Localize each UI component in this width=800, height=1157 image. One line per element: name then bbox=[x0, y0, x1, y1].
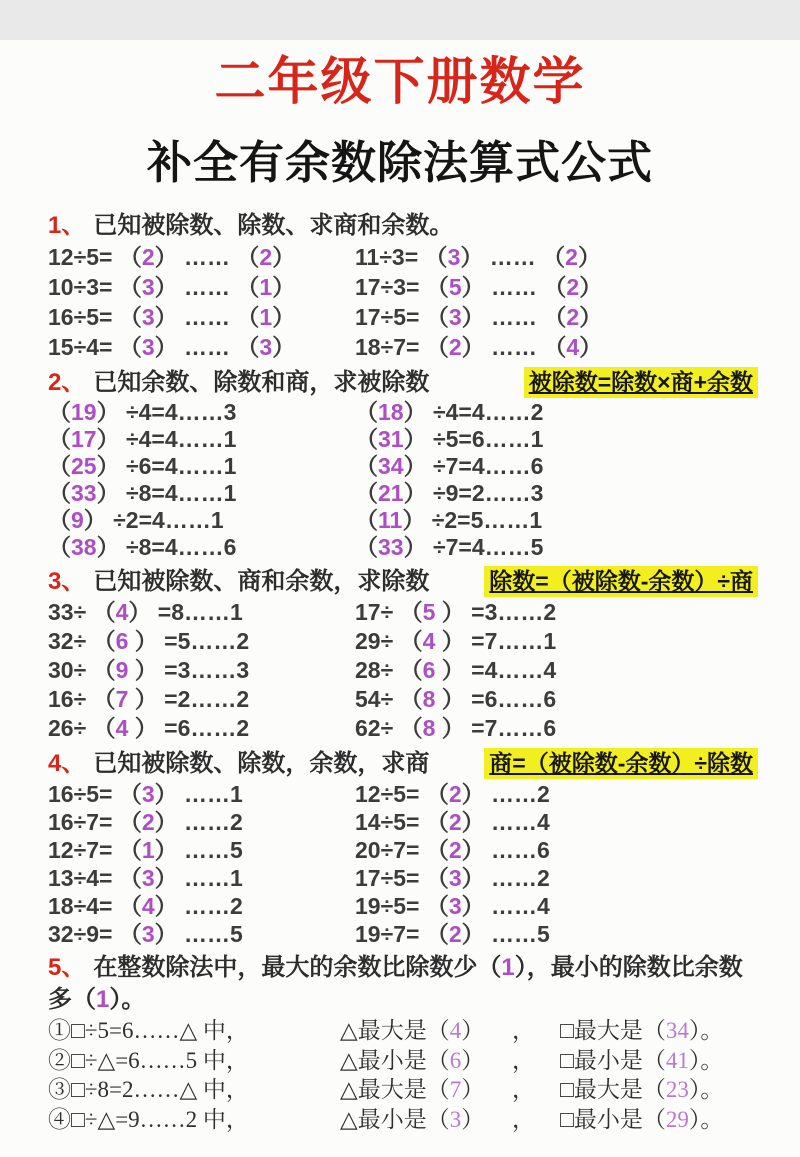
remainder-answer: 1 bbox=[259, 304, 273, 330]
divisor-answer: 6 bbox=[422, 657, 436, 683]
triangle-label: △最大是（ bbox=[340, 1018, 450, 1043]
equation-left bbox=[48, 242, 355, 272]
equation-text: （ bbox=[48, 534, 71, 560]
equation-text: ） =4……4 bbox=[435, 657, 557, 683]
equation-text: 32÷ （ bbox=[48, 628, 116, 654]
square-label: □最小是（ bbox=[560, 1106, 666, 1132]
equation-text: 30÷ （ bbox=[48, 657, 116, 683]
triangle-label: △最大是（ bbox=[340, 1077, 450, 1102]
equation-row bbox=[48, 242, 758, 272]
equation-text: ） …… （ bbox=[154, 334, 260, 360]
comma-separator: ， bbox=[512, 1047, 535, 1073]
triangle-answer-part bbox=[340, 1046, 512, 1076]
equation-text: ） ÷7=4……6 bbox=[403, 453, 544, 479]
square-label: □最大是（ bbox=[560, 1077, 666, 1102]
page-title-grade: 二年级下册数学 bbox=[214, 53, 586, 110]
triangle-answer: 7 bbox=[449, 1077, 462, 1102]
quotient-answer: 3 bbox=[141, 304, 155, 330]
equation-text: ） …… （ bbox=[154, 274, 260, 300]
equation-left bbox=[48, 836, 355, 864]
equation-text: ） …… （ bbox=[461, 334, 567, 360]
square-label: □最小是（ bbox=[560, 1047, 666, 1073]
dividend-answer: 17 bbox=[71, 426, 97, 452]
equation-right bbox=[355, 272, 758, 302]
equation-left bbox=[48, 399, 355, 426]
square-label: □最大是（ bbox=[560, 1018, 666, 1043]
section-1-rows bbox=[48, 242, 758, 362]
fill-in-row bbox=[48, 1016, 758, 1046]
equation-text: ） ……6 bbox=[461, 837, 550, 863]
square-close: ）。 bbox=[688, 1106, 724, 1132]
equation-text: （ bbox=[48, 399, 71, 425]
equation-text: ） ……2 bbox=[461, 865, 550, 891]
square-answer: 34 bbox=[665, 1018, 689, 1043]
equation-text: 10÷3= （ bbox=[48, 274, 142, 300]
equation-text: 16÷7= （ bbox=[48, 809, 142, 835]
dividend-answer: 18 bbox=[378, 399, 404, 425]
equation-text: 16÷5= （ bbox=[48, 781, 142, 807]
remainder-answer: 1 bbox=[259, 274, 273, 300]
remainder-answer: 2 bbox=[566, 274, 580, 300]
quotient-answer: 3 bbox=[141, 865, 155, 891]
equation-row bbox=[48, 426, 758, 453]
equation-right bbox=[355, 627, 758, 656]
equation-text: ） =3……3 bbox=[128, 657, 250, 683]
equation-right bbox=[355, 714, 758, 743]
quotient-answer: 3 bbox=[141, 274, 155, 300]
comma-separator: ， bbox=[512, 1018, 535, 1043]
section-1 bbox=[48, 209, 758, 362]
equation-text: ） …… （ bbox=[461, 304, 567, 330]
equation-text: 13÷4= （ bbox=[48, 865, 142, 891]
equation-text: 28÷ （ bbox=[355, 657, 423, 683]
equation-text: （ bbox=[355, 453, 378, 479]
equation-text: ） =7……1 bbox=[435, 628, 557, 654]
equation-row bbox=[48, 627, 758, 656]
square-close: ）。 bbox=[688, 1077, 724, 1102]
worksheet-content bbox=[0, 191, 800, 1134]
triangle-answer: 4 bbox=[449, 1018, 462, 1043]
equation-text: ） =7……6 bbox=[435, 715, 557, 741]
dividend-answer: 38 bbox=[71, 534, 97, 560]
equation-text: （ bbox=[48, 480, 71, 506]
section-5-text: 在整数除法中，最大的余数比除数少（ bbox=[93, 954, 502, 981]
equation-text: 18÷7= （ bbox=[355, 334, 449, 360]
equation-right bbox=[355, 808, 758, 836]
equation-text: ） …… （ bbox=[154, 244, 260, 270]
quotient-answer: 1 bbox=[141, 837, 155, 863]
equation-text: ） =6……2 bbox=[128, 715, 250, 741]
section-4-rows bbox=[48, 780, 758, 948]
equation-right bbox=[355, 836, 758, 864]
section-5-items bbox=[48, 1016, 758, 1134]
equation-left bbox=[48, 426, 355, 453]
equation-right bbox=[355, 332, 758, 362]
triangle-label: △最小是（ bbox=[340, 1047, 450, 1073]
dividend-answer: 33 bbox=[71, 480, 97, 506]
divisor-answer: 8 bbox=[422, 715, 436, 741]
quotient-answer: 2 bbox=[448, 809, 462, 835]
equation-text: 17÷ （ bbox=[355, 599, 423, 625]
equation-text: 15÷4= （ bbox=[48, 334, 142, 360]
equation-left bbox=[48, 272, 355, 302]
section-2-title: 已知余数、除数和商，求被除数 bbox=[93, 369, 430, 396]
section-5 bbox=[48, 952, 758, 1134]
equation-right bbox=[355, 399, 758, 426]
equation-text: ） …… （ bbox=[461, 274, 567, 300]
formula-highlight-divisor: 除数=（被除数-余数）÷商 bbox=[484, 566, 758, 597]
section-1-number: 1、 bbox=[48, 212, 86, 239]
equation-right bbox=[355, 480, 758, 507]
quotient-answer: 3 bbox=[448, 304, 462, 330]
formula-highlight-dividend: 被除数=除数×商+余数 bbox=[524, 367, 758, 398]
worksheet-page bbox=[0, 40, 800, 1157]
section-5-header-line1 bbox=[48, 952, 758, 984]
equation-text: ） bbox=[577, 244, 601, 270]
equation-text: 20÷7= （ bbox=[355, 837, 449, 863]
equation-right bbox=[355, 892, 758, 920]
dividend-answer: 34 bbox=[378, 453, 404, 479]
equation-text: ） ……2 bbox=[461, 781, 550, 807]
equation-text: 19÷5= （ bbox=[355, 893, 449, 919]
dividend-answer: 25 bbox=[71, 453, 97, 479]
remainder-answer: 3 bbox=[259, 334, 273, 360]
equation-text: 29÷ （ bbox=[355, 628, 423, 654]
equation-text: ） ÷7=4……5 bbox=[403, 534, 544, 560]
equation-text: ） ……4 bbox=[461, 809, 550, 835]
square-answer-part bbox=[560, 1046, 758, 1076]
equation-left bbox=[48, 627, 355, 656]
equation-text: ） =5……2 bbox=[128, 628, 250, 654]
equation-text: ） ……5 bbox=[461, 921, 550, 947]
fill-in-row bbox=[48, 1105, 758, 1135]
equation-text: ） bbox=[272, 244, 296, 270]
remainder-answer: 2 bbox=[565, 244, 578, 270]
quotient-answer: 5 bbox=[448, 274, 462, 300]
equation-left bbox=[48, 332, 355, 362]
equation-text: ） ……2 bbox=[154, 893, 243, 919]
equation-left bbox=[48, 507, 355, 534]
equation-right bbox=[355, 685, 758, 714]
rule-answer: 1 bbox=[501, 954, 515, 981]
equation-text: （ bbox=[355, 399, 378, 425]
equation-left bbox=[48, 808, 355, 836]
equation-left bbox=[48, 685, 355, 714]
quotient-answer: 2 bbox=[448, 334, 462, 360]
equation-text: 33÷ （ bbox=[48, 599, 116, 625]
section-3-title: 已知被除数、商和余数，求除数 bbox=[93, 568, 430, 595]
equation-text: ） =6……6 bbox=[435, 686, 557, 712]
equation-text: 26÷ （ bbox=[48, 715, 116, 741]
equation-text: 12÷7= （ bbox=[48, 837, 142, 863]
section-2 bbox=[48, 366, 758, 561]
equation-row bbox=[48, 534, 758, 561]
dividend-answer: 31 bbox=[378, 426, 404, 452]
equation-text: 17÷3= （ bbox=[355, 274, 449, 300]
equation-text: 14÷5= （ bbox=[355, 809, 449, 835]
section-3-header bbox=[48, 565, 758, 598]
dividend-answer: 11 bbox=[378, 507, 403, 533]
section-2-header bbox=[48, 366, 758, 399]
section-1-header bbox=[48, 209, 758, 242]
square-answer-part bbox=[560, 1105, 758, 1135]
equation-text: ） ÷5=6……1 bbox=[403, 426, 544, 452]
equation-text: ） ……4 bbox=[461, 893, 550, 919]
equation-text: 17÷5= （ bbox=[355, 304, 449, 330]
equation-left bbox=[48, 780, 355, 808]
equation-right bbox=[355, 453, 758, 480]
equation-right bbox=[355, 426, 758, 453]
equation-text: ） bbox=[272, 274, 296, 300]
fill-in-equation: ②□÷△=6……5 中， bbox=[48, 1047, 249, 1073]
equation-right bbox=[355, 864, 758, 892]
section-4-header bbox=[48, 747, 758, 780]
equation-right bbox=[355, 534, 758, 561]
equation-left bbox=[48, 598, 355, 627]
fill-in-equation: ③□÷8=2……△ 中， bbox=[48, 1077, 249, 1102]
equation-text: ） =8……1 bbox=[128, 599, 243, 625]
equation-text: ） ……2 bbox=[154, 809, 243, 835]
quotient-answer: 3 bbox=[141, 781, 155, 807]
square-answer-part bbox=[560, 1075, 758, 1105]
triangle-close: ） bbox=[461, 1077, 485, 1102]
section-5-text: 多（ bbox=[48, 986, 96, 1013]
triangle-label: △最小是（ bbox=[340, 1106, 450, 1132]
equation-row bbox=[48, 399, 758, 426]
divisor-answer: 4 bbox=[115, 715, 129, 741]
divisor-answer: 4 bbox=[115, 599, 129, 625]
equation-text: ） ……1 bbox=[154, 865, 243, 891]
section-1-title: 已知被除数、除数、求商和余数。 bbox=[93, 212, 454, 239]
equation-right bbox=[355, 920, 758, 948]
section-5-text: ）。 bbox=[109, 986, 146, 1013]
quotient-answer: 2 bbox=[141, 244, 155, 270]
equation-left bbox=[48, 864, 355, 892]
equation-text: ） =3……2 bbox=[435, 599, 557, 625]
equation-right bbox=[355, 242, 758, 272]
equation-text: 16÷5= （ bbox=[48, 304, 142, 330]
equation-text: ） ……5 bbox=[154, 921, 243, 947]
equation-right bbox=[355, 598, 758, 627]
section-5-text: ），最小的除数比余数 bbox=[514, 954, 743, 981]
quotient-answer: 3 bbox=[141, 334, 155, 360]
equation-text: 54÷ （ bbox=[355, 686, 423, 712]
equation-right bbox=[355, 507, 758, 534]
section-4 bbox=[48, 747, 758, 948]
section-3-rows bbox=[48, 598, 758, 743]
equation-text: ） ÷6=4……1 bbox=[96, 453, 237, 479]
section-3 bbox=[48, 565, 758, 743]
equation-row bbox=[48, 453, 758, 480]
equation-text: ） bbox=[272, 334, 296, 360]
equation-text: ） =2……2 bbox=[128, 686, 250, 712]
equation-text: ） ÷8=4……6 bbox=[96, 534, 237, 560]
equation-text: 12÷5= （ bbox=[355, 781, 449, 807]
remainder-answer: 4 bbox=[566, 334, 580, 360]
equation-text: ） ÷2=4……1 bbox=[83, 507, 224, 533]
equation-text: ） …… （ bbox=[154, 304, 260, 330]
equation-right bbox=[355, 302, 758, 332]
equation-row bbox=[48, 480, 758, 507]
equation-right bbox=[355, 656, 758, 685]
fill-in-equation: ①□÷5=6……△ 中， bbox=[48, 1018, 249, 1043]
quotient-answer: 3 bbox=[448, 865, 462, 891]
square-answer-part bbox=[560, 1016, 758, 1046]
equation-row bbox=[48, 920, 758, 948]
equation-text: ） ÷9=2……3 bbox=[403, 480, 544, 506]
equation-text: 12÷5= （ bbox=[48, 244, 142, 270]
equation-text: （ bbox=[48, 507, 71, 533]
divisor-answer: 7 bbox=[115, 686, 129, 712]
equation-text: ） ……1 bbox=[154, 781, 243, 807]
section-4-number: 4、 bbox=[48, 750, 86, 777]
fill-in-row bbox=[48, 1046, 758, 1076]
equation-left bbox=[48, 534, 355, 561]
equation-text: （ bbox=[355, 426, 378, 452]
equation-row bbox=[48, 507, 758, 534]
equation-row bbox=[48, 780, 758, 808]
equation-row bbox=[48, 656, 758, 685]
triangle-answer: 6 bbox=[449, 1047, 462, 1073]
equation-text: （ bbox=[48, 453, 71, 479]
equation-text: ） ÷4=4……3 bbox=[96, 399, 237, 425]
divisor-answer: 6 bbox=[115, 628, 129, 654]
section-2-number: 2、 bbox=[48, 369, 86, 396]
triangle-close: ） bbox=[461, 1047, 485, 1073]
square-answer: 41 bbox=[665, 1047, 689, 1073]
equation-row bbox=[48, 892, 758, 920]
section-5-header-line2 bbox=[48, 984, 758, 1016]
equation-row bbox=[48, 864, 758, 892]
equation-text: （ bbox=[48, 426, 71, 452]
equation-text: （ bbox=[355, 480, 378, 506]
equation-text: 19÷7= （ bbox=[355, 921, 449, 947]
dividend-answer: 33 bbox=[378, 534, 404, 560]
equation-left bbox=[48, 453, 355, 480]
equation-text: 16÷ （ bbox=[48, 686, 116, 712]
equation-left bbox=[48, 892, 355, 920]
divisor-answer: 4 bbox=[422, 628, 436, 654]
fill-in-row bbox=[48, 1075, 758, 1105]
square-answer: 29 bbox=[665, 1106, 689, 1132]
triangle-answer-part bbox=[340, 1105, 512, 1135]
equation-row bbox=[48, 598, 758, 627]
remainder-answer: 2 bbox=[566, 304, 580, 330]
equation-text: ） ……5 bbox=[154, 837, 243, 863]
quotient-answer: 2 bbox=[141, 809, 155, 835]
triangle-close: ） bbox=[461, 1106, 485, 1132]
equation-left bbox=[48, 714, 355, 743]
equation-left bbox=[48, 920, 355, 948]
fill-in-equation: ④□÷△=9……2 中， bbox=[48, 1106, 249, 1132]
equation-text: 32÷9= （ bbox=[48, 921, 142, 947]
triangle-close: ） bbox=[461, 1018, 485, 1043]
equation-text: ） …… （ bbox=[460, 244, 566, 270]
dividend-answer: 19 bbox=[71, 399, 97, 425]
section-5-number: 5、 bbox=[48, 954, 86, 981]
formula-highlight-quotient: 商=（被除数-余数）÷除数 bbox=[484, 748, 758, 779]
equation-row bbox=[48, 302, 758, 332]
equation-text: 17÷5= （ bbox=[355, 865, 449, 891]
divisor-answer: 9 bbox=[115, 657, 129, 683]
divisor-answer: 8 bbox=[422, 686, 436, 712]
equation-row bbox=[48, 272, 758, 302]
square-close: ）。 bbox=[688, 1047, 724, 1073]
equation-text: ） ÷2=5……1 bbox=[402, 507, 543, 533]
equation-row bbox=[48, 808, 758, 836]
dividend-answer: 9 bbox=[71, 507, 84, 533]
section-4-title: 已知被除数、除数，余数，求商 bbox=[93, 750, 430, 777]
equation-row bbox=[48, 836, 758, 864]
equation-text: ） bbox=[579, 304, 603, 330]
square-answer: 23 bbox=[665, 1077, 689, 1102]
comma-separator: ， bbox=[512, 1106, 535, 1132]
square-close: ）。 bbox=[688, 1018, 724, 1043]
quotient-answer: 2 bbox=[448, 781, 462, 807]
equation-text: ） ÷4=4……1 bbox=[96, 426, 237, 452]
quotient-answer: 3 bbox=[448, 893, 462, 919]
equation-text: 11÷3= （ bbox=[355, 244, 448, 270]
equation-text: 62÷ （ bbox=[355, 715, 423, 741]
rule-answer: 1 bbox=[96, 986, 110, 1013]
triangle-answer-part bbox=[340, 1075, 512, 1105]
triangle-answer: 3 bbox=[449, 1106, 462, 1132]
equation-row bbox=[48, 332, 758, 362]
section-3-number: 3、 bbox=[48, 568, 86, 595]
equation-text: ） bbox=[579, 334, 603, 360]
equation-left bbox=[48, 480, 355, 507]
equation-left bbox=[48, 656, 355, 685]
equation-text: （ bbox=[355, 534, 378, 560]
comma-separator: ， bbox=[512, 1077, 535, 1102]
remainder-answer: 2 bbox=[259, 244, 273, 270]
equation-right bbox=[355, 780, 758, 808]
equation-row bbox=[48, 685, 758, 714]
divisor-answer: 5 bbox=[422, 599, 436, 625]
section-2-rows bbox=[48, 399, 758, 561]
quotient-answer: 4 bbox=[141, 893, 155, 919]
dividend-answer: 21 bbox=[378, 480, 404, 506]
equation-left bbox=[48, 302, 355, 332]
equation-row bbox=[48, 714, 758, 743]
quotient-answer: 3 bbox=[447, 244, 461, 270]
equation-text: ） bbox=[272, 304, 296, 330]
quotient-answer: 2 bbox=[448, 837, 462, 863]
quotient-answer: 2 bbox=[448, 921, 462, 947]
page-title-main: 补全有余数除法算式公式 bbox=[146, 137, 653, 188]
equation-text: 18÷4= （ bbox=[48, 893, 142, 919]
equation-text: ） ÷8=4……1 bbox=[96, 480, 237, 506]
triangle-answer-part bbox=[340, 1016, 512, 1046]
equation-text: （ bbox=[355, 507, 378, 533]
equation-text: ） ÷4=4……2 bbox=[403, 399, 544, 425]
quotient-answer: 3 bbox=[141, 921, 155, 947]
equation-text: ） bbox=[579, 274, 603, 300]
